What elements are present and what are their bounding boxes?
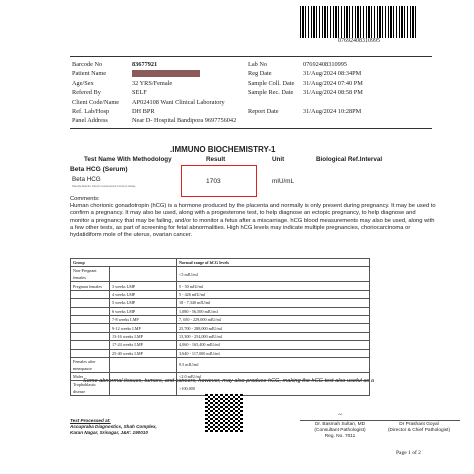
table-cell-sub — [110, 357, 177, 372]
barcode-no-value: 83677921 — [132, 61, 158, 68]
table-cell-group — [71, 332, 110, 340]
table-row — [71, 324, 370, 332]
signature-block-1 — [300, 412, 380, 440]
table-cell-group: Non-Pregnant females — [71, 267, 110, 282]
qr-code — [205, 394, 243, 432]
reg-date-value: 31/Aug/2024 08:34PM — [303, 70, 362, 78]
table-cell-group — [71, 315, 110, 323]
table-cell-sub: 4 weeks LMP — [110, 290, 177, 298]
table-header-row — [71, 259, 370, 267]
section-title: .IMMUNO BIOCHEMISTRY-1 — [170, 145, 276, 154]
page-number: Page 1 of 2 — [396, 450, 421, 456]
table-row — [71, 332, 370, 340]
age-sex-label: Age/Sex — [72, 79, 94, 87]
col-test-name: Test Name With Methodology — [84, 156, 172, 163]
signature-1-title: (Consultant Pathologist) — [314, 427, 366, 433]
referred-by-label: Refered By — [72, 89, 101, 97]
lab-no-label: Lab No — [248, 61, 268, 68]
reg-date-label: Reg Date — [248, 70, 272, 78]
ref-lab-value: DH BPR — [132, 107, 155, 115]
col-ref-interval: Biological Ref.Interval — [316, 156, 383, 163]
table-cell-group — [71, 324, 110, 332]
table-cell-group — [71, 299, 110, 307]
comments-text: Human chorionic gonadotropin (hCG) is a hormone produced by the placenta and normally is only present during pregnancy. It may be used to confirm a pregnancy. It may also be used, along with a progesterone test, to help diagnose an ectopic pregnancy, to help diagnose and monitor a pregnancy that may be failing, and/or to monitor a fetus after a miscarriage. hCG blood measurements may also be used, along with a few other tests, as part of screening for fetal abnormalities. High hCG levels may indicate multiple pregnancies, choriocarcinoma or hydatidiform mole of the uterus, ovarian cancer. — [70, 203, 436, 239]
table-row — [71, 299, 370, 307]
section-title-text: IMMUNO BIOCHEMISTRY-1 — [172, 145, 276, 154]
signature-1-mark: ~ — [338, 411, 342, 419]
table-cell-range: 25,700 - 288,000 mIU/ml — [177, 324, 370, 332]
table-row — [71, 267, 370, 282]
table-row — [71, 307, 370, 315]
table-cell-range: 9.5 mIU/ml — [177, 357, 370, 372]
reference-range-table — [70, 258, 370, 396]
sample-rec-label: Sample Rec. Date — [248, 89, 294, 97]
ref-lab-label: Ref. Lab/Hosp — [72, 107, 110, 115]
table-cell-group — [71, 349, 110, 357]
table-cell-sub: 6 weeks LMP — [110, 307, 177, 315]
signature-1-reg: Reg. No. 7011 — [324, 433, 356, 439]
table-cell-group — [71, 341, 110, 349]
footnote: Some abnormal tissues, tumors, and cancers, however, may also produce hCG, making the hCG test also useful as a — [83, 378, 375, 384]
table-header-group: Group — [71, 259, 177, 267]
table-cell-group — [71, 290, 110, 298]
panel-address-label: Panel Address — [72, 117, 108, 125]
table-row — [71, 341, 370, 349]
table-cell-range: 18 - 7,340 mIU/ml — [177, 299, 370, 307]
col-unit: Unit — [272, 156, 285, 163]
table-row — [71, 349, 370, 357]
patient-name-redacted — [132, 70, 200, 77]
table-row — [71, 282, 370, 290]
client-code-label: Client Code/Name — [72, 98, 120, 106]
table-cell-sub: 25-40 weeks LMP — [110, 349, 177, 357]
sample-coll-value: 31/Aug/2024 07:40 PM — [303, 79, 363, 87]
report-date-value: 31/Aug/2024 10:28PM — [303, 107, 362, 115]
client-code-value: AP024108 Wani Clinical Laboratory — [132, 98, 225, 106]
table-cell-range: 4,060 - 165,400 mIU/ml — [177, 341, 370, 349]
comments-label: Comments: — [70, 196, 100, 202]
panel-address-value: Near D- Hospital Bandipora 9697756042 — [132, 117, 237, 125]
table-cell-range: 13,300 - 254,000 mIU/ml — [177, 332, 370, 340]
signature-block-2 — [378, 412, 460, 434]
table-cell-range: 7, 650 - 229,000 mIU/ml — [177, 315, 370, 323]
table-cell-group: Females after menopause — [71, 357, 110, 372]
barcode-number: 07692408310995 — [338, 38, 380, 44]
signature-1-rule — [300, 420, 380, 421]
age-sex-value: 32 YRS/Female — [132, 79, 173, 87]
table-row — [71, 315, 370, 323]
result-value: 1703 — [206, 178, 221, 185]
barcode-no-label: Barcode No — [72, 61, 103, 68]
table-cell-group — [71, 307, 110, 315]
address-line-3: Karan Nagar, Srinagar, J&K: 190010 — [70, 429, 148, 435]
signature-2-title: (Director & Chief Pathologist) — [387, 427, 451, 433]
patient-name-label: Patient Name — [72, 70, 107, 78]
table-cell-range: >100,000 — [177, 381, 370, 396]
barcode — [300, 6, 418, 38]
table-cell-range: 5 - 426 mIU/ml — [177, 290, 370, 298]
header-bottom-rule — [70, 128, 432, 129]
lab-no-value: 07692408310995 — [303, 61, 348, 68]
table-cell-range: 5 - 50 mIU/ml — [177, 282, 370, 290]
table-cell-group: Pregnant females — [71, 282, 110, 290]
result-unit: mIU/mL — [272, 178, 295, 185]
header-top-rule — [70, 56, 432, 57]
table-cell-range: <2.0 mIU/ml — [177, 372, 370, 380]
table-cell-sub: 13-16 weeks LMP — [110, 332, 177, 340]
table-cell-sub: 3 weeks LMP — [110, 282, 177, 290]
test-method: Sample Electro Chemi Luminescent Immuno Assay — [72, 184, 136, 188]
table-cell-range: <5 mIU/ml — [177, 267, 370, 282]
table-cell-sub: 9-12 weeks LMP — [110, 324, 177, 332]
table-cell-sub: 7-8 weeks LMP — [110, 315, 177, 323]
test-group: Beta HCG (Serum) — [70, 166, 128, 173]
table-cell-range: 3,640 - 117,000 mIU/ml — [177, 349, 370, 357]
comments — [70, 196, 436, 239]
address-line-2: Accupraba Diagnostics, Shah Complex, — [70, 423, 157, 429]
sample-coll-label: Sample Coll. Date — [248, 79, 295, 87]
referred-by-value: SELF — [132, 89, 147, 97]
table-cell-group: Males — [71, 372, 110, 380]
table-row — [71, 290, 370, 298]
patient-info-right — [248, 60, 363, 116]
lab-address — [70, 418, 157, 435]
table-row — [71, 357, 370, 372]
table-cell-sub: 5 weeks LMP — [110, 299, 177, 307]
table-cell-sub: 17-24 weeks LMP — [110, 341, 177, 349]
table-header-range: Normal range of hCG levels — [177, 259, 370, 267]
table-cell-range: 1,080 - 56,500 mIU/ml — [177, 307, 370, 315]
signature-2-name: Dr Prashant Goyal — [399, 421, 439, 427]
table-cell-group: Trophoblastic disease — [71, 381, 110, 396]
col-result: Result — [206, 156, 226, 163]
test-name: Beta HCG — [72, 176, 101, 183]
sample-rec-value: 31/Aug/2024 08:58 PM — [303, 89, 363, 97]
address-line-1: Test Processed at: — [70, 418, 111, 423]
signature-1-name: Dr. Basmah Sultan, MD — [314, 421, 366, 427]
report-date-label: Report Date — [248, 107, 279, 115]
signature-2-rule — [378, 420, 460, 421]
table-cell-sub — [110, 267, 177, 282]
